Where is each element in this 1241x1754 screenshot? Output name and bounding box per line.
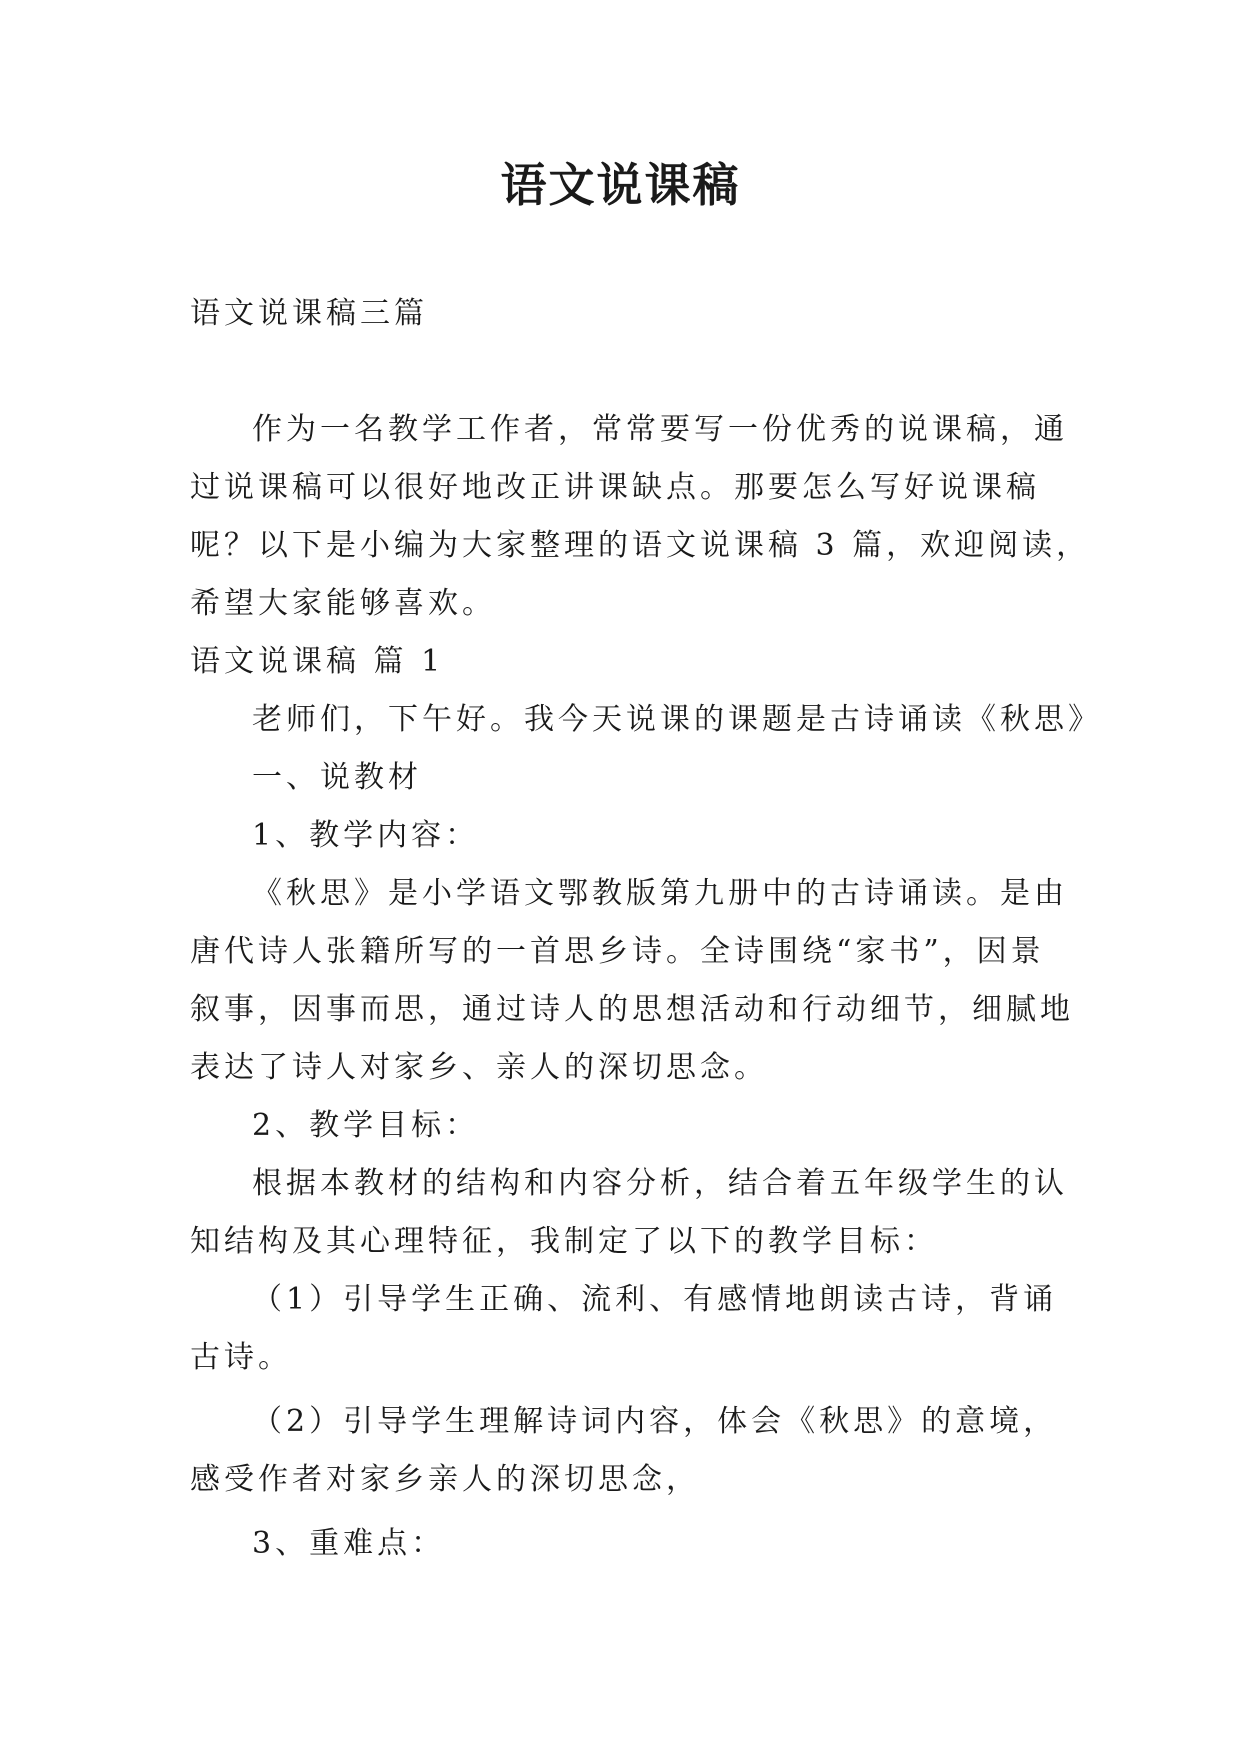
paragraph-line: 呢？以下是小编为大家整理的语文说课稿 3 篇，欢迎阅读， <box>190 528 1091 563</box>
list-item: （2）引导学生理解诗词内容，体会《秋思》的意境， <box>252 1404 1058 1439</box>
paragraph-line: 古诗。 <box>190 1340 292 1375</box>
subheading: 一、说教材 <box>252 760 422 795</box>
paragraph-line: 知结构及其心理特征，我制定了以下的教学目标： <box>190 1224 938 1259</box>
paragraph-line: 希望大家能够喜欢。 <box>190 586 496 621</box>
paragraph-line: 唐代诗人张籍所写的一首思乡诗。全诗围绕“家书”，因景 <box>190 934 1045 969</box>
subheading: 1、教学内容： <box>252 818 480 853</box>
paragraph-line: 根据本教材的结构和内容分析，结合着五年级学生的认 <box>252 1166 1068 1201</box>
paragraph-line: 表达了诗人对家乡、亲人的深切思念。 <box>190 1050 768 1085</box>
paragraph-line: 叙事，因事而思，通过诗人的思想活动和行动细节，细腻地 <box>190 992 1074 1027</box>
paragraph-line: 《秋思》是小学语文鄂教版第九册中的古诗诵读。是由 <box>252 876 1068 911</box>
document-subtitle: 语文说课稿三篇 <box>190 296 428 331</box>
paragraph-line: 过说课稿可以很好地改正讲课缺点。那要怎么写好说课稿 <box>190 470 1040 505</box>
section-heading: 语文说课稿 篇 1 <box>190 644 445 679</box>
list-item: （1）引导学生正确、流利、有感情地朗读古诗，背诵 <box>252 1282 1058 1317</box>
paragraph-line: 感受作者对家乡亲人的深切思念， <box>190 1462 700 1497</box>
paragraph-line: 老师们，下午好。我今天说课的课题是古诗诵读《秋思》 <box>252 702 1102 737</box>
subheading: 3、重难点： <box>252 1526 446 1561</box>
paragraph-line: 作为一名教学工作者，常常要写一份优秀的说课稿，通 <box>252 412 1068 447</box>
document-title: 语文说课稿 <box>500 158 741 212</box>
subheading: 2、教学目标： <box>252 1108 480 1143</box>
